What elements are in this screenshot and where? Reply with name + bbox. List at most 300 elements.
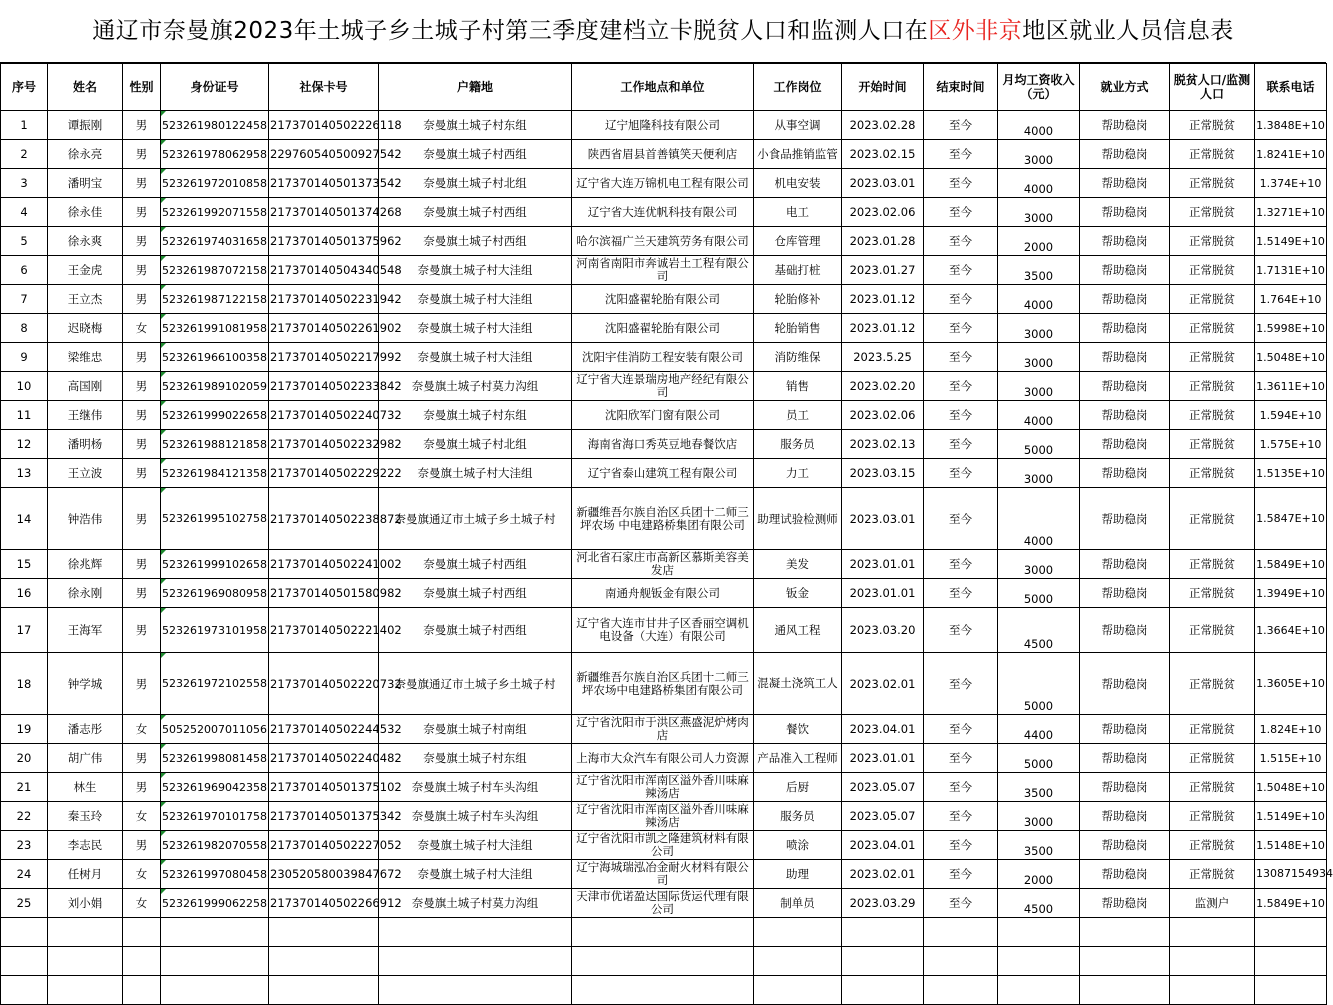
end-date[interactable]: 至今 xyxy=(924,773,998,802)
work-unit[interactable]: 辽宁省大连景瑞房地产经纪有限公司 xyxy=(572,372,754,401)
id-number[interactable]: 505252007011056 xyxy=(161,715,269,744)
employment-mode[interactable]: 帮助稳岗 xyxy=(1080,744,1170,773)
start-date[interactable]: 2023.03.01 xyxy=(842,488,924,550)
monthly-salary[interactable]: 3000 xyxy=(998,314,1080,343)
person-name[interactable]: 王立波 xyxy=(48,459,123,488)
social-card-number[interactable]: 217370140502266912 xyxy=(269,889,379,918)
monthly-salary[interactable]: 3000 xyxy=(998,550,1080,579)
employment-mode[interactable]: 帮助稳岗 xyxy=(1080,314,1170,343)
id-number[interactable]: 523261989102059 xyxy=(161,372,269,401)
row-number[interactable]: 2 xyxy=(1,140,48,169)
population-type[interactable]: 正常脱贫 xyxy=(1170,459,1255,488)
phone-number[interactable]: 1.515E+10 xyxy=(1255,744,1327,773)
social-card-number[interactable]: 217370140501375962 xyxy=(269,227,379,256)
person-name[interactable]: 徐永亮 xyxy=(48,140,123,169)
person-name[interactable]: 王金虎 xyxy=(48,256,123,285)
population-type[interactable]: 正常脱贫 xyxy=(1170,285,1255,314)
employment-mode[interactable]: 帮助稳岗 xyxy=(1080,802,1170,831)
end-date[interactable]: 至今 xyxy=(924,459,998,488)
person-name[interactable]: 林生 xyxy=(48,773,123,802)
row-number[interactable]: 15 xyxy=(1,550,48,579)
start-date[interactable]: 2023.01.12 xyxy=(842,314,924,343)
empty-cell[interactable] xyxy=(754,918,842,947)
person-name[interactable]: 迟晓梅 xyxy=(48,314,123,343)
social-card-number[interactable]: 230520580039847672 xyxy=(269,860,379,889)
start-date[interactable]: 2023.01.01 xyxy=(842,550,924,579)
empty-cell[interactable] xyxy=(1,976,48,1005)
social-card-number[interactable]: 229760540500927542 xyxy=(269,140,379,169)
household-address[interactable]: 奈曼旗土城子村北组 xyxy=(379,169,572,198)
employment-mode[interactable]: 帮助稳岗 xyxy=(1080,169,1170,198)
id-number[interactable]: 523261972102558 xyxy=(161,653,269,715)
social-card-number[interactable]: 217370140501374268 xyxy=(269,198,379,227)
start-date[interactable]: 2023.01.12 xyxy=(842,285,924,314)
empty-cell[interactable] xyxy=(269,918,379,947)
phone-number[interactable]: 1.374E+10 xyxy=(1255,169,1327,198)
monthly-salary[interactable]: 2000 xyxy=(998,227,1080,256)
household-address[interactable]: 奈曼旗土城子村大洼组 xyxy=(379,831,572,860)
work-unit[interactable]: 南通舟舰钣金有限公司 xyxy=(572,579,754,608)
household-address[interactable]: 奈曼旗土城子村大洼组 xyxy=(379,343,572,372)
monthly-salary[interactable]: 4000 xyxy=(998,401,1080,430)
id-number[interactable]: 523261997080458 xyxy=(161,860,269,889)
gender-cell[interactable]: 男 xyxy=(123,343,161,372)
work-unit[interactable]: 河北省石家庄市高新区慕斯美容美发店 xyxy=(572,550,754,579)
start-date[interactable]: 2023.01.01 xyxy=(842,744,924,773)
job-position[interactable]: 小食品推销监管 xyxy=(754,140,842,169)
row-number[interactable]: 22 xyxy=(1,802,48,831)
end-date[interactable]: 至今 xyxy=(924,372,998,401)
household-address[interactable]: 奈曼旗土城子村大洼组 xyxy=(379,314,572,343)
person-name[interactable]: 徐永刚 xyxy=(48,579,123,608)
phone-number[interactable]: 1.5048E+10 xyxy=(1255,343,1327,372)
row-number[interactable]: 16 xyxy=(1,579,48,608)
work-unit[interactable]: 沈阳盛翟轮胎有限公司 xyxy=(572,314,754,343)
work-unit[interactable]: 辽宁省大连优帆科技有限公司 xyxy=(572,198,754,227)
employment-mode[interactable]: 帮助稳岗 xyxy=(1080,430,1170,459)
monthly-salary[interactable]: 4000 xyxy=(998,111,1080,140)
employment-mode[interactable]: 帮助稳岗 xyxy=(1080,459,1170,488)
population-type[interactable]: 正常脱贫 xyxy=(1170,314,1255,343)
work-unit[interactable]: 沈阳盛翟轮胎有限公司 xyxy=(572,285,754,314)
id-number[interactable]: 523261992071558 xyxy=(161,198,269,227)
job-position[interactable]: 轮胎销售 xyxy=(754,314,842,343)
row-number[interactable]: 8 xyxy=(1,314,48,343)
social-card-number[interactable]: 217370140502232982 xyxy=(269,430,379,459)
empty-cell[interactable] xyxy=(123,947,161,976)
gender-cell[interactable]: 男 xyxy=(123,550,161,579)
work-unit[interactable]: 河南省南阳市奔诚岩土工程有限公司 xyxy=(572,256,754,285)
work-unit[interactable]: 陕西省眉县首善镇笑天便利店 xyxy=(572,140,754,169)
employment-mode[interactable]: 帮助稳岗 xyxy=(1080,860,1170,889)
job-position[interactable]: 员工 xyxy=(754,401,842,430)
social-card-number[interactable]: 217370140502240732 xyxy=(269,401,379,430)
monthly-salary[interactable]: 3000 xyxy=(998,343,1080,372)
empty-cell[interactable] xyxy=(998,976,1080,1005)
start-date[interactable]: 2023.03.01 xyxy=(842,169,924,198)
monthly-salary[interactable]: 4400 xyxy=(998,715,1080,744)
monthly-salary[interactable]: 3500 xyxy=(998,831,1080,860)
end-date[interactable]: 至今 xyxy=(924,227,998,256)
household-address[interactable]: 奈曼旗土城子村车头沟组 xyxy=(379,773,572,802)
employment-mode[interactable]: 帮助稳岗 xyxy=(1080,343,1170,372)
empty-cell[interactable] xyxy=(379,947,572,976)
row-number[interactable]: 10 xyxy=(1,372,48,401)
gender-cell[interactable]: 男 xyxy=(123,401,161,430)
gender-cell[interactable]: 女 xyxy=(123,802,161,831)
phone-number[interactable]: 1.8241E+10 xyxy=(1255,140,1327,169)
gender-cell[interactable]: 男 xyxy=(123,372,161,401)
start-date[interactable]: 2023.02.15 xyxy=(842,140,924,169)
social-card-number[interactable]: 217370140502217992 xyxy=(269,343,379,372)
monthly-salary[interactable]: 3500 xyxy=(998,256,1080,285)
row-number[interactable]: 21 xyxy=(1,773,48,802)
phone-number[interactable]: 1.5135E+10 xyxy=(1255,459,1327,488)
population-type[interactable]: 正常脱贫 xyxy=(1170,227,1255,256)
id-number[interactable]: 523261980122458 xyxy=(161,111,269,140)
phone-number[interactable]: 1.575E+10 xyxy=(1255,430,1327,459)
person-name[interactable]: 李志民 xyxy=(48,831,123,860)
row-number[interactable]: 13 xyxy=(1,459,48,488)
empty-cell[interactable] xyxy=(161,918,269,947)
empty-cell[interactable] xyxy=(48,947,123,976)
row-number[interactable]: 4 xyxy=(1,198,48,227)
job-position[interactable]: 力工 xyxy=(754,459,842,488)
gender-cell[interactable]: 男 xyxy=(123,430,161,459)
start-date[interactable]: 2023.04.01 xyxy=(842,715,924,744)
phone-number[interactable]: 1.7131E+10 xyxy=(1255,256,1327,285)
empty-cell[interactable] xyxy=(1255,947,1327,976)
household-address[interactable]: 奈曼旗土城子村东组 xyxy=(379,401,572,430)
population-type[interactable]: 正常脱贫 xyxy=(1170,401,1255,430)
empty-cell[interactable] xyxy=(924,918,998,947)
monthly-salary[interactable]: 5000 xyxy=(998,653,1080,715)
end-date[interactable]: 至今 xyxy=(924,860,998,889)
job-position[interactable]: 后厨 xyxy=(754,773,842,802)
population-type[interactable]: 正常脱贫 xyxy=(1170,802,1255,831)
work-unit[interactable]: 上海市大众汽车有限公司人力资源 xyxy=(572,744,754,773)
employment-mode[interactable]: 帮助稳岗 xyxy=(1080,372,1170,401)
job-position[interactable]: 轮胎修补 xyxy=(754,285,842,314)
phone-number[interactable]: 1.5148E+10 xyxy=(1255,831,1327,860)
end-date[interactable]: 至今 xyxy=(924,285,998,314)
empty-cell[interactable] xyxy=(48,918,123,947)
monthly-salary[interactable]: 4000 xyxy=(998,285,1080,314)
empty-cell[interactable] xyxy=(379,918,572,947)
employment-mode[interactable]: 帮助稳岗 xyxy=(1080,579,1170,608)
population-type[interactable]: 正常脱贫 xyxy=(1170,140,1255,169)
start-date[interactable]: 2023.05.07 xyxy=(842,773,924,802)
empty-cell[interactable] xyxy=(1170,918,1255,947)
monthly-salary[interactable]: 3500 xyxy=(998,773,1080,802)
work-unit[interactable]: 辽宁省大连万锦机电工程有限公司 xyxy=(572,169,754,198)
household-address[interactable]: 奈曼旗土城子村大洼组 xyxy=(379,256,572,285)
start-date[interactable]: 2023.02.20 xyxy=(842,372,924,401)
start-date[interactable]: 2023.05.07 xyxy=(842,802,924,831)
monthly-salary[interactable]: 4000 xyxy=(998,169,1080,198)
employment-mode[interactable]: 帮助稳岗 xyxy=(1080,608,1170,653)
job-position[interactable]: 助理 xyxy=(754,860,842,889)
employment-mode[interactable]: 帮助稳岗 xyxy=(1080,488,1170,550)
population-type[interactable]: 正常脱贫 xyxy=(1170,608,1255,653)
end-date[interactable]: 至今 xyxy=(924,111,998,140)
work-unit[interactable]: 辽宁省沈阳市于洪区燕盛泥炉烤肉店 xyxy=(572,715,754,744)
social-card-number[interactable]: 217370140504340548 xyxy=(269,256,379,285)
end-date[interactable]: 至今 xyxy=(924,488,998,550)
social-card-number[interactable]: 217370140502240482 xyxy=(269,744,379,773)
population-type[interactable]: 正常脱贫 xyxy=(1170,430,1255,459)
id-number[interactable]: 523261966100358 xyxy=(161,343,269,372)
population-type[interactable]: 正常脱贫 xyxy=(1170,653,1255,715)
job-position[interactable]: 通风工程 xyxy=(754,608,842,653)
start-date[interactable]: 2023.03.15 xyxy=(842,459,924,488)
start-date[interactable]: 2023.5.25 xyxy=(842,343,924,372)
social-card-number[interactable]: 217370140502227052 xyxy=(269,831,379,860)
end-date[interactable]: 至今 xyxy=(924,256,998,285)
empty-cell[interactable] xyxy=(1255,918,1327,947)
work-unit[interactable]: 辽宁省泰山建筑工程有限公司 xyxy=(572,459,754,488)
id-number[interactable]: 523261999102658 xyxy=(161,550,269,579)
population-type[interactable]: 正常脱贫 xyxy=(1170,773,1255,802)
gender-cell[interactable]: 男 xyxy=(123,579,161,608)
row-number[interactable]: 20 xyxy=(1,744,48,773)
gender-cell[interactable]: 男 xyxy=(123,488,161,550)
phone-number[interactable]: 1.5849E+10 xyxy=(1255,550,1327,579)
id-number[interactable]: 523261973101958 xyxy=(161,608,269,653)
household-address[interactable]: 奈曼旗土城子村莫力沟组 xyxy=(379,372,572,401)
start-date[interactable]: 2023.03.29 xyxy=(842,889,924,918)
empty-cell[interactable] xyxy=(1,947,48,976)
phone-number[interactable]: 1.3605E+10 xyxy=(1255,653,1327,715)
row-number[interactable]: 19 xyxy=(1,715,48,744)
empty-cell[interactable] xyxy=(998,918,1080,947)
work-unit[interactable]: 沈阳宇佳消防工程安装有限公司 xyxy=(572,343,754,372)
social-card-number[interactable]: 217370140502220732 xyxy=(269,653,379,715)
empty-cell[interactable] xyxy=(998,947,1080,976)
monthly-salary[interactable]: 5000 xyxy=(998,430,1080,459)
social-card-number[interactable]: 217370140502226118 xyxy=(269,111,379,140)
social-card-number[interactable]: 217370140502241002 xyxy=(269,550,379,579)
household-address[interactable]: 奈曼旗土城子村西组 xyxy=(379,198,572,227)
gender-cell[interactable]: 男 xyxy=(123,773,161,802)
start-date[interactable]: 2023.01.28 xyxy=(842,227,924,256)
work-unit[interactable]: 辽宁省大连市甘井子区香丽空调机电设备（大连）有限公司 xyxy=(572,608,754,653)
phone-number[interactable]: 1.5048E+10 xyxy=(1255,773,1327,802)
monthly-salary[interactable]: 3000 xyxy=(998,140,1080,169)
work-unit[interactable]: 辽宁省沈阳市浑南区溢外香川味麻辣汤店 xyxy=(572,802,754,831)
id-number[interactable]: 523261995102758 xyxy=(161,488,269,550)
job-position[interactable]: 仓库管理 xyxy=(754,227,842,256)
job-position[interactable]: 服务员 xyxy=(754,802,842,831)
empty-cell[interactable] xyxy=(1080,918,1170,947)
gender-cell[interactable]: 男 xyxy=(123,459,161,488)
work-unit[interactable]: 辽宁省沈阳市浑南区溢外香川味麻辣汤店 xyxy=(572,773,754,802)
person-name[interactable]: 潘志彤 xyxy=(48,715,123,744)
row-number[interactable]: 25 xyxy=(1,889,48,918)
empty-cell[interactable] xyxy=(572,918,754,947)
social-card-number[interactable]: 217370140502221402 xyxy=(269,608,379,653)
work-unit[interactable]: 海南省海口秀英豆地春餐饮店 xyxy=(572,430,754,459)
social-card-number[interactable]: 217370140501373542 xyxy=(269,169,379,198)
end-date[interactable]: 至今 xyxy=(924,314,998,343)
empty-cell[interactable] xyxy=(1080,947,1170,976)
population-type[interactable]: 正常脱贫 xyxy=(1170,579,1255,608)
phone-number[interactable]: 1.3271E+10 xyxy=(1255,198,1327,227)
population-type[interactable]: 正常脱贫 xyxy=(1170,550,1255,579)
empty-cell[interactable] xyxy=(924,947,998,976)
empty-cell[interactable] xyxy=(842,976,924,1005)
row-number[interactable]: 3 xyxy=(1,169,48,198)
gender-cell[interactable]: 女 xyxy=(123,314,161,343)
social-card-number[interactable]: 217370140502233842 xyxy=(269,372,379,401)
employment-mode[interactable]: 帮助稳岗 xyxy=(1080,401,1170,430)
end-date[interactable]: 至今 xyxy=(924,653,998,715)
household-address[interactable]: 奈曼旗土城子村东组 xyxy=(379,744,572,773)
id-number[interactable]: 523261998081458 xyxy=(161,744,269,773)
gender-cell[interactable]: 男 xyxy=(123,169,161,198)
employment-mode[interactable]: 帮助稳岗 xyxy=(1080,285,1170,314)
household-address[interactable]: 奈曼旗土城子村西组 xyxy=(379,227,572,256)
person-name[interactable]: 刘小娟 xyxy=(48,889,123,918)
population-type[interactable]: 正常脱贫 xyxy=(1170,169,1255,198)
id-number[interactable]: 523261987122158 xyxy=(161,285,269,314)
work-unit[interactable]: 新疆维吾尔族自治区兵团十二师三坪农场 中电建路桥集团有限公司 xyxy=(572,488,754,550)
social-card-number[interactable]: 217370140502244532 xyxy=(269,715,379,744)
population-type[interactable]: 正常脱贫 xyxy=(1170,111,1255,140)
job-position[interactable]: 销售 xyxy=(754,372,842,401)
gender-cell[interactable]: 男 xyxy=(123,227,161,256)
empty-cell[interactable] xyxy=(572,976,754,1005)
job-position[interactable]: 喷涂 xyxy=(754,831,842,860)
row-number[interactable]: 17 xyxy=(1,608,48,653)
household-address[interactable]: 奈曼旗土城子村西组 xyxy=(379,608,572,653)
person-name[interactable]: 潘明杨 xyxy=(48,430,123,459)
phone-number[interactable]: 1.5849E+10 xyxy=(1255,889,1327,918)
empty-cell[interactable] xyxy=(1080,976,1170,1005)
employment-mode[interactable]: 帮助稳岗 xyxy=(1080,550,1170,579)
population-type[interactable]: 正常脱贫 xyxy=(1170,343,1255,372)
job-position[interactable]: 基础打桩 xyxy=(754,256,842,285)
empty-cell[interactable] xyxy=(161,947,269,976)
work-unit[interactable]: 沈阳欣军门窗有限公司 xyxy=(572,401,754,430)
gender-cell[interactable]: 女 xyxy=(123,715,161,744)
phone-number[interactable]: 1.3848E+10 xyxy=(1255,111,1327,140)
end-date[interactable]: 至今 xyxy=(924,608,998,653)
employment-mode[interactable]: 帮助稳岗 xyxy=(1080,773,1170,802)
gender-cell[interactable]: 女 xyxy=(123,860,161,889)
empty-cell[interactable] xyxy=(269,947,379,976)
gender-cell[interactable]: 男 xyxy=(123,256,161,285)
work-unit[interactable]: 新疆维吾尔族自治区兵团十二师三坪农场中电建路桥集团有限公司 xyxy=(572,653,754,715)
monthly-salary[interactable]: 2000 xyxy=(998,860,1080,889)
row-number[interactable]: 12 xyxy=(1,430,48,459)
household-address[interactable]: 奈曼旗土城子村西组 xyxy=(379,550,572,579)
monthly-salary[interactable]: 5000 xyxy=(998,579,1080,608)
household-address[interactable]: 奈曼旗土城子村大洼组 xyxy=(379,860,572,889)
household-address[interactable]: 奈曼旗土城子村西组 xyxy=(379,579,572,608)
person-name[interactable]: 王立杰 xyxy=(48,285,123,314)
empty-cell[interactable] xyxy=(1,918,48,947)
person-name[interactable]: 谭振刚 xyxy=(48,111,123,140)
employment-mode[interactable]: 帮助稳岗 xyxy=(1080,198,1170,227)
end-date[interactable]: 至今 xyxy=(924,579,998,608)
employment-mode[interactable]: 帮助稳岗 xyxy=(1080,653,1170,715)
start-date[interactable]: 2023.03.20 xyxy=(842,608,924,653)
gender-cell[interactable]: 男 xyxy=(123,198,161,227)
row-number[interactable]: 9 xyxy=(1,343,48,372)
gender-cell[interactable]: 男 xyxy=(123,111,161,140)
empty-cell[interactable] xyxy=(123,976,161,1005)
household-address[interactable]: 奈曼旗土城子村莫力沟组 xyxy=(379,889,572,918)
end-date[interactable]: 至今 xyxy=(924,430,998,459)
phone-number[interactable]: 1.3664E+10 xyxy=(1255,608,1327,653)
phone-number[interactable]: 1.5847E+10 xyxy=(1255,488,1327,550)
employment-mode[interactable]: 帮助稳岗 xyxy=(1080,889,1170,918)
social-card-number[interactable]: 217370140501375342 xyxy=(269,802,379,831)
job-position[interactable]: 混凝土浇筑工人 xyxy=(754,653,842,715)
end-date[interactable]: 至今 xyxy=(924,401,998,430)
row-number[interactable]: 24 xyxy=(1,860,48,889)
row-number[interactable]: 5 xyxy=(1,227,48,256)
row-number[interactable]: 14 xyxy=(1,488,48,550)
empty-cell[interactable] xyxy=(269,976,379,1005)
job-position[interactable]: 消防维保 xyxy=(754,343,842,372)
start-date[interactable]: 2023.01.01 xyxy=(842,579,924,608)
id-number[interactable]: 523261988121858 xyxy=(161,430,269,459)
empty-cell[interactable] xyxy=(123,918,161,947)
monthly-salary[interactable]: 3000 xyxy=(998,802,1080,831)
person-name[interactable]: 徐兆辉 xyxy=(48,550,123,579)
job-position[interactable]: 服务员 xyxy=(754,430,842,459)
work-unit[interactable]: 辽宁省沈阳市凯之隆建筑材料有限公司 xyxy=(572,831,754,860)
phone-number[interactable]: 1.824E+10 xyxy=(1255,715,1327,744)
id-number[interactable]: 523261969042358 xyxy=(161,773,269,802)
end-date[interactable]: 至今 xyxy=(924,198,998,227)
empty-cell[interactable] xyxy=(754,947,842,976)
empty-cell[interactable] xyxy=(842,918,924,947)
id-number[interactable]: 523261991081958 xyxy=(161,314,269,343)
job-position[interactable]: 餐饮 xyxy=(754,715,842,744)
monthly-salary[interactable]: 4500 xyxy=(998,889,1080,918)
end-date[interactable]: 至今 xyxy=(924,550,998,579)
household-address[interactable]: 奈曼旗土城子村大洼组 xyxy=(379,459,572,488)
employment-mode[interactable]: 帮助稳岗 xyxy=(1080,831,1170,860)
household-address[interactable]: 奈曼旗土城子村东组 xyxy=(379,111,572,140)
id-number[interactable]: 523261978062958 xyxy=(161,140,269,169)
person-name[interactable]: 秦玉玲 xyxy=(48,802,123,831)
row-number[interactable]: 18 xyxy=(1,653,48,715)
job-position[interactable]: 制单员 xyxy=(754,889,842,918)
monthly-salary[interactable]: 4500 xyxy=(998,608,1080,653)
start-date[interactable]: 2023.02.01 xyxy=(842,653,924,715)
work-unit[interactable]: 天津市优诺盈达国际货运代理有限公司 xyxy=(572,889,754,918)
start-date[interactable]: 2023.02.28 xyxy=(842,111,924,140)
phone-number[interactable]: 1.594E+10 xyxy=(1255,401,1327,430)
gender-cell[interactable]: 男 xyxy=(123,140,161,169)
gender-cell[interactable]: 男 xyxy=(123,831,161,860)
gender-cell[interactable]: 男 xyxy=(123,653,161,715)
social-card-number[interactable]: 217370140502261902 xyxy=(269,314,379,343)
employment-mode[interactable]: 帮助稳岗 xyxy=(1080,111,1170,140)
gender-cell[interactable]: 女 xyxy=(123,889,161,918)
person-name[interactable]: 徐永佳 xyxy=(48,198,123,227)
employment-mode[interactable]: 帮助稳岗 xyxy=(1080,256,1170,285)
monthly-salary[interactable]: 3000 xyxy=(998,198,1080,227)
household-address[interactable]: 奈曼旗土城子村北组 xyxy=(379,430,572,459)
social-card-number[interactable]: 217370140502238872 xyxy=(269,488,379,550)
person-name[interactable]: 钟浩伟 xyxy=(48,488,123,550)
person-name[interactable]: 钟学城 xyxy=(48,653,123,715)
